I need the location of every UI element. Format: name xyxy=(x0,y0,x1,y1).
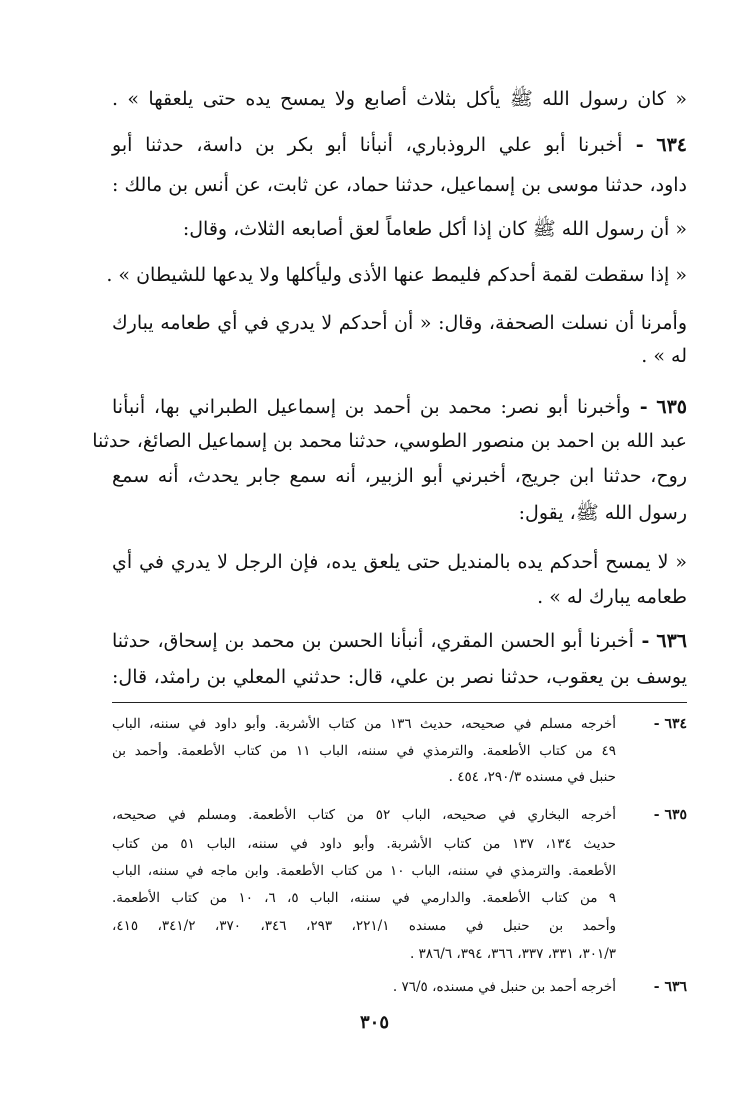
footnote-634-line-2: ٤٩ من كتاب الأطعمة. والترمذي في سننه، الباب ١١ من كتاب الأطعمة. وأحمد بن xyxy=(112,743,616,759)
hadith-635-line-4: رسول الله ﷺ، يقول: xyxy=(518,502,687,524)
footnote-635-line-4: ٩ من كتاب الأطعمة. والدارمي في سننه، الباب ٥، ٦، ١٠ من كتاب الأطعمة. xyxy=(112,890,616,906)
footnote-636-number: ٦٣٦ - xyxy=(653,979,687,995)
footnote-634-number: ٦٣٤ - xyxy=(653,716,687,732)
hadith-633-quote: « كان رسول الله ﷺ يأكل بثلاث أصابع ولا يمسح يده حتى يلعقها » . xyxy=(112,88,687,110)
hadith-634-line-6: له » . xyxy=(641,345,687,367)
footnote-635-line-2: حديث ١٣٤، ١٣٧ من كتاب الأشربة. وأبو داود في سننه، الباب ٥١ من كتاب xyxy=(112,836,616,852)
hadith-635-line-2: عبد الله بن احمد بن منصور الطوسي، حدثنا محمد بن إسماعيل الصائغ، حدثنا xyxy=(92,430,687,452)
hadith-634-text: أخبرنا أبو علي الروذباري، أنبأنا أبو بكر بن داسة، حدثنا أبو xyxy=(112,134,623,156)
footnote-635-line-6: ٣٠١/٣، ٣٣١، ٣٣٧، ٣٦٦، ٣٩٤، ٣٨٦/٦ . xyxy=(409,946,616,962)
footnote-634-line-1: أخرجه مسلم في صحيحه، حديث ١٣٦ من كتاب الأشربة. وأبو داود في سننه، الباب xyxy=(112,716,616,732)
footnote-635-line-1: أخرجه البخاري في صحيحه، الباب ٥٢ من كتاب الأطعمة. ومسلم في صحيحه، xyxy=(112,807,616,823)
footnote-634-line-3: حنبل في مسنده ٢٩٠/٣، ٤٥٤ . xyxy=(448,769,616,785)
hadith-636-line-2: يوسف بن يعقوب، حدثنا نصر بن علي، قال: حدثني المعلي بن رامثد، قال: xyxy=(112,666,687,688)
hadith-635-text: وأخبرنا أبو نصر: محمد بن أحمد بن إسماعيل الطبراني بها، أنبأنا xyxy=(112,396,631,418)
footnote-635-line-3: الأطعمة. والترمذي في سننه، الباب ١٠ من كتاب الأطعمة. وابن ماجه في سننه، الباب xyxy=(112,863,616,879)
hadith-635-line-1: ٦٣٥ - وأخبرنا أبو نصر: محمد بن أحمد بن إسماعيل الطبراني بها، أنبأنا xyxy=(112,396,687,418)
footnote-635-number: ٦٣٥ - xyxy=(653,807,687,823)
hadith-635-line-3: روح، حدثنا ابن جريج، أخبرني أبو الزبير، أنه سمع جابر يحدث، أنه سمع xyxy=(112,465,687,487)
page-number: ٣٠٥ xyxy=(359,1012,389,1033)
hadith-635-quote-1: « لا يمسح أحدكم يده بالمنديل حتى يلعق يده، فإن الرجل لا يدري في أي xyxy=(112,551,687,573)
hadith-634-line-5: وأمرنا أن نسلت الصحفة، وقال: « أن أحدكم لا يدري في أي طعامه يبارك xyxy=(112,312,687,334)
footnote-636-line-1: أخرجه أحمد بن حنبل في مسنده، ٧٦/٥ . xyxy=(392,979,616,995)
footnote-635-line-5: وأحمد بن حنبل في مسنده ٢٢١/١، ٢٩٣، ٣٤٦، ٣٧٠، ٣٤١/٢، ٤١٥، xyxy=(112,918,616,934)
hadith-634-line-1: ٦٣٤ - أخبرنا أبو علي الروذباري، أنبأنا أبو بكر بن داسة، حدثنا أبو xyxy=(112,134,687,156)
hadith-636-line-1: ٦٣٦ - أخبرنا أبو الحسن المقري، أنبأنا الحسن بن محمد بن إسحاق، حدثنا xyxy=(112,630,687,652)
hadith-634-number: ٦٣٤ xyxy=(656,134,687,156)
hadith-636-number: ٦٣٦ xyxy=(656,630,687,652)
hadith-634-quote-1: « أن رسول الله ﷺ كان إذا أكل طعاماً لعق أصابعه الثلاث، وقال: xyxy=(182,218,687,240)
footnote-separator xyxy=(112,702,687,703)
hadith-635-number: ٦٣٥ xyxy=(656,396,687,418)
hadith-636-text: أخبرنا أبو الحسن المقري، أنبأنا الحسن بن محمد بن إسحاق، حدثنا xyxy=(112,630,634,652)
hadith-634-line-2: داود، حدثنا موسى بن إسماعيل، حدثنا حماد، عن ثابت، عن أنس بن مالك : xyxy=(112,174,687,196)
hadith-635-quote-2: طعامه يبارك له » . xyxy=(537,586,687,608)
hadith-634-quote-2: « إذا سقطت لقمة أحدكم فليمط عنها الأذى وليأكلها ولا يدعها للشيطان » . xyxy=(106,264,687,286)
